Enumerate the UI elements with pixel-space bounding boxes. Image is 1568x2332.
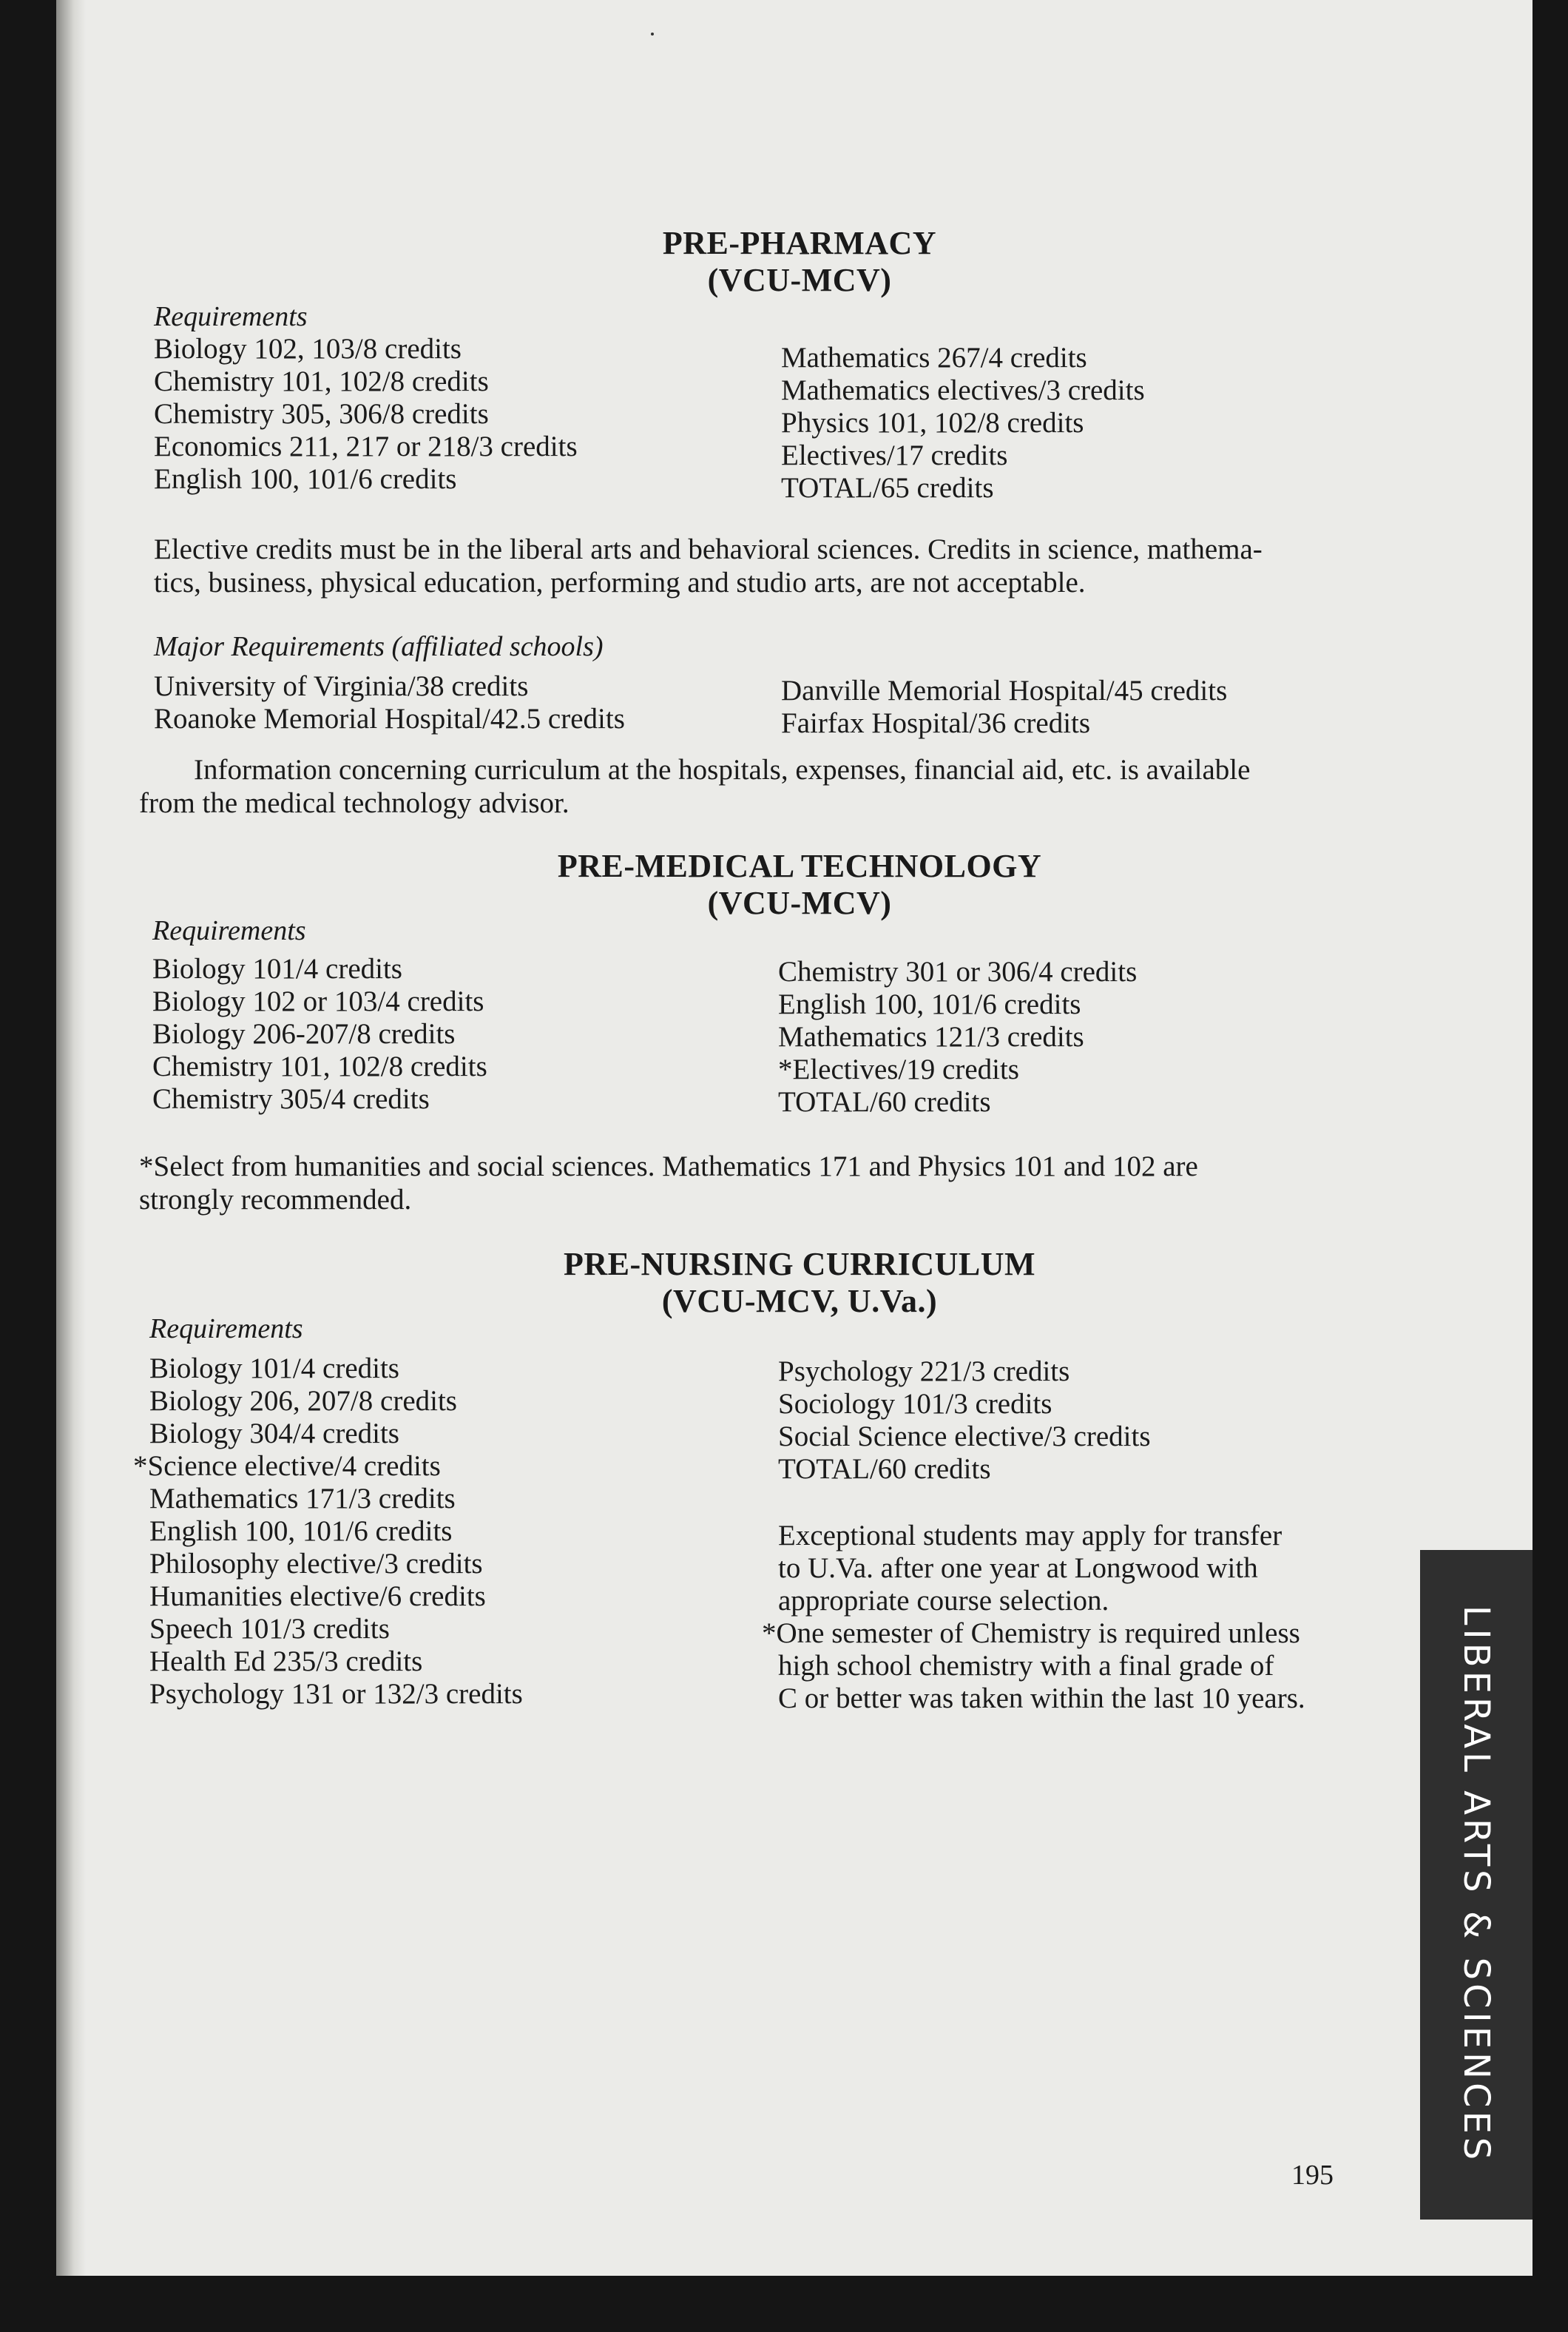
section-side-tab-label: LIBERAL ARTS & SCIENCES bbox=[1456, 1605, 1497, 2164]
list-item: Biology 102 or 103/4 credits bbox=[152, 985, 484, 1017]
pre-nursing-title: PRE-NURSING CURRICULUM bbox=[564, 1246, 1035, 1282]
pre-nursing-requirements-label: Requirements bbox=[149, 1313, 303, 1344]
ink-dot bbox=[651, 33, 654, 36]
pre-pharmacy-requirements-label: Requirements bbox=[154, 301, 308, 332]
pre-med-tech-requirements-label: Requirements bbox=[152, 915, 306, 946]
list-item: Economics 211, 217 or 218/3 credits bbox=[154, 431, 578, 462]
list-item: Biology 206-207/8 credits bbox=[152, 1018, 456, 1050]
list-item: Biology 101/4 credits bbox=[149, 1352, 399, 1384]
list-item: Mathematics 171/3 credits bbox=[149, 1483, 456, 1514]
list-item: Mathematics 267/4 credits bbox=[781, 342, 1087, 374]
pre-pharmacy-right-list bbox=[781, 342, 1145, 505]
list-item: Humanities elective/6 credits bbox=[149, 1580, 486, 1612]
page-number: 195 bbox=[1291, 2160, 1334, 2191]
list-item: English 100, 101/6 credits bbox=[778, 988, 1081, 1020]
pre-pharmacy-elective-note: Elective credits must be in the liberal arts and behavioral sciences. Credits in science, mathema- tics, business, physical education, performing and studio arts, are not acceptable. bbox=[154, 533, 1263, 599]
list-item: Health Ed 235/3 credits bbox=[149, 1645, 423, 1677]
pre-pharmacy-title: PRE-PHARMACY bbox=[662, 225, 937, 261]
pre-med-tech-left-list bbox=[152, 953, 487, 1116]
major-requirements-label: Major Requirements (affiliated schools) bbox=[154, 631, 604, 662]
list-item: Mathematics 121/3 credits bbox=[778, 1021, 1084, 1053]
list-item: TOTAL/60 credits bbox=[778, 1453, 991, 1485]
hospital-info-note: Information concerning curriculum at the hospitals, expenses, financial aid, etc. is available from the medical technology advisor. bbox=[139, 754, 1251, 819]
list-item: Electives/17 credits bbox=[781, 439, 1008, 471]
list-item: Psychology 131 or 132/3 credits bbox=[149, 1678, 523, 1710]
major-requirements-left-list bbox=[154, 670, 625, 735]
list-item: TOTAL/65 credits bbox=[781, 472, 994, 504]
pre-nursing-left-list bbox=[133, 1352, 523, 1711]
pre-med-tech-right-list bbox=[778, 956, 1137, 1119]
list-item: *Science elective/4 credits bbox=[133, 1450, 441, 1482]
binding-gutter bbox=[56, 0, 86, 2276]
list-item: Chemistry 301 or 306/4 credits bbox=[778, 956, 1138, 988]
major-requirements-right-list bbox=[781, 675, 1227, 740]
list-item: Biology 101/4 credits bbox=[152, 953, 402, 985]
list-item: Biology 102, 103/8 credits bbox=[154, 333, 462, 365]
list-item: Mathematics electives/3 credits bbox=[781, 374, 1145, 406]
pre-med-tech-title: PRE-MEDICAL TECHNOLOGY bbox=[557, 848, 1042, 884]
pre-pharmacy-left-list bbox=[154, 333, 578, 496]
pre-pharmacy-subtitle: (VCU-MCV) bbox=[707, 262, 892, 298]
list-item: Roanoke Memorial Hospital/42.5 credits bbox=[154, 703, 625, 735]
pre-nursing-right-list bbox=[778, 1355, 1151, 1486]
list-item: Biology 206, 207/8 credits bbox=[149, 1385, 457, 1417]
list-item: Psychology 221/3 credits bbox=[778, 1355, 1070, 1387]
list-item: Chemistry 101, 102/8 credits bbox=[154, 365, 489, 397]
transfer-note: Exceptional students may apply for transfer to U.Va. after one year at Longwood with appropriate course selection. *One semester of Chemistry is required unless high school chemistry with a final grade of C or better was taken within the last 10 years. bbox=[762, 1520, 1305, 1714]
list-item: Chemistry 305/4 credits bbox=[152, 1083, 430, 1115]
section-side-tab bbox=[1420, 1550, 1532, 2220]
list-item: Philosophy elective/3 credits bbox=[149, 1548, 483, 1580]
list-item: Fairfax Hospital/36 credits bbox=[781, 707, 1091, 739]
list-item: Social Science elective/3 credits bbox=[778, 1421, 1151, 1452]
list-item: Speech 101/3 credits bbox=[149, 1613, 390, 1645]
list-item: Physics 101, 102/8 credits bbox=[781, 407, 1084, 439]
list-item: English 100, 101/6 credits bbox=[149, 1515, 453, 1547]
pre-med-tech-note: *Select from humanities and social sciences. Mathematics 171 and Physics 101 and 102 are strongly recommended. bbox=[139, 1150, 1198, 1216]
list-item: Sociology 101/3 credits bbox=[778, 1388, 1052, 1420]
list-item: TOTAL/60 credits bbox=[778, 1086, 991, 1118]
list-item: English 100, 101/6 credits bbox=[154, 463, 457, 495]
pre-nursing-subtitle: (VCU-MCV, U.Va.) bbox=[661, 1283, 938, 1319]
list-item: *Electives/19 credits bbox=[778, 1054, 1019, 1085]
pre-med-tech-subtitle: (VCU-MCV) bbox=[707, 885, 892, 921]
book-page bbox=[56, 0, 1532, 2276]
list-item: Biology 304/4 credits bbox=[149, 1418, 399, 1449]
list-item: Chemistry 101, 102/8 credits bbox=[152, 1051, 487, 1082]
list-item: Danville Memorial Hospital/45 credits bbox=[781, 675, 1228, 707]
list-item: Chemistry 305, 306/8 credits bbox=[154, 398, 489, 430]
list-item: University of Virginia/38 credits bbox=[154, 670, 529, 702]
